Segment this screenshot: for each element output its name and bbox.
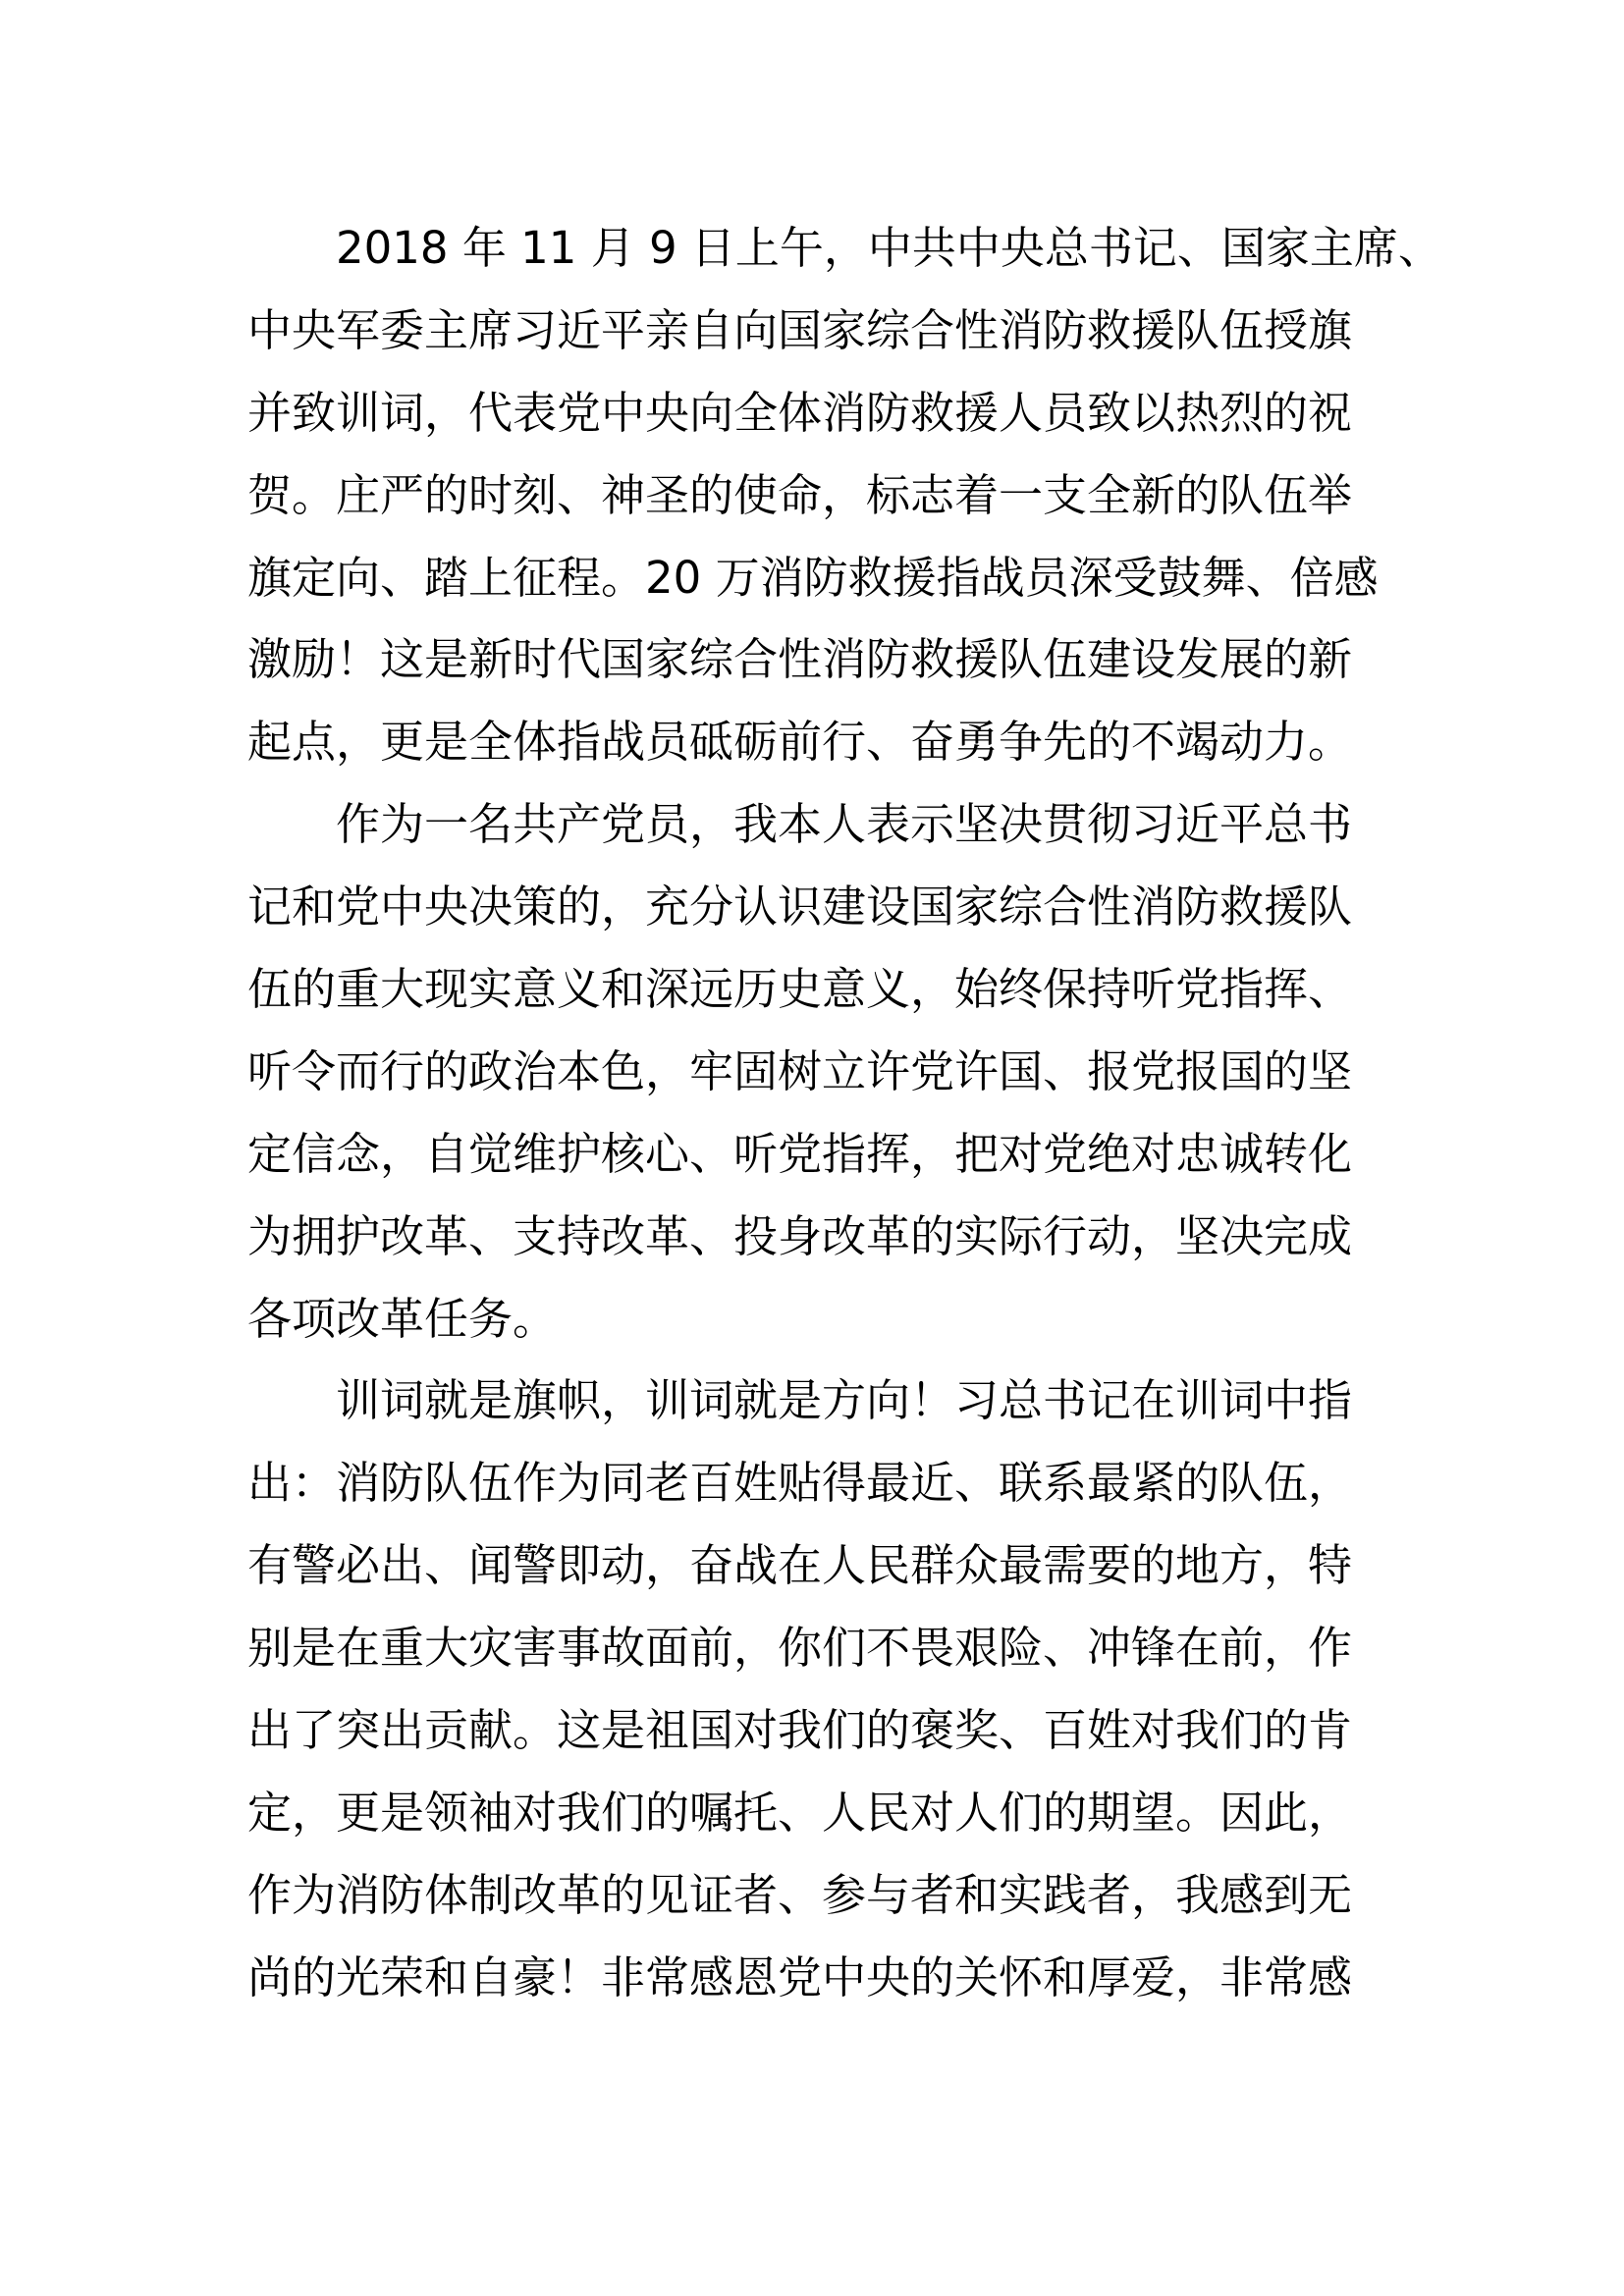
text-line: 定，更是领袖对我们的嘱托、人民对人们的期望。因此， xyxy=(247,1786,1353,1839)
text-line: 记和党中央决策的，充分认识建设国家综合性消防救援队 xyxy=(247,881,1353,934)
text-line: 贺。庄严的时刻、神圣的使命，标志着一支全新的队伍举 xyxy=(247,468,1353,521)
text-line: 2018 年 11 月 9 日上午，中共中央总书记、国家主席、 xyxy=(336,222,1442,274)
document-body xyxy=(247,207,1442,2019)
text-line: 中央军委主席习近平亲自向国家综合性消防救援队伍授旗 xyxy=(247,303,1353,356)
text-line: 起点，更是全体指战员砥砺前行、奋勇争先的不竭动力。 xyxy=(247,716,1353,769)
paragraph xyxy=(247,1360,1357,2018)
text-line: 尚的光荣和自豪！非常感恩党中央的关怀和厚爱，非常感 xyxy=(247,1950,1353,2003)
text-line: 定信念，自觉维护核心、听党指挥，把对党绝对忠诚转化 xyxy=(247,1127,1353,1180)
text-line: 伍的重大现实意义和深远历史意义，始终保持听党指挥、 xyxy=(247,963,1353,1016)
text-line: 别是在重大灾害事故面前，你们不畏艰险、冲锋在前，作 xyxy=(247,1622,1353,1675)
text-line: 出了突出贡献。这是祖国对我们的褒奖、百姓对我们的肯 xyxy=(247,1704,1353,1757)
text-line: 激励！这是新时代国家综合性消防救援队伍建设发展的新 xyxy=(247,633,1353,686)
text-line: 训词就是旗帜，训词就是方向！习总书记在训词中指 xyxy=(336,1374,1353,1427)
text-line: 作为消防体制改革的见证者、参与者和实践者，我感到无 xyxy=(247,1868,1353,1921)
text-line: 并致训词，代表党中央向全体消防救援人员致以热烈的祝 xyxy=(247,386,1353,439)
text-line: 为拥护改革、支持改革、投身改革的实际行动，坚决完成 xyxy=(247,1209,1353,1262)
text-line: 各项改革任务。 xyxy=(247,1292,558,1345)
text-line: 听令而行的政治本色，牢固树立许党许国、报党报国的坚 xyxy=(247,1044,1353,1097)
text-line: 出：消防队伍作为同老百姓贴得最近、联系最紧的队伍， xyxy=(247,1457,1353,1510)
paragraph xyxy=(247,783,1357,1360)
paragraph xyxy=(247,207,1442,783)
text-line: 有警必出、闻警即动，奋战在人民群众最需要的地方，特 xyxy=(247,1539,1353,1592)
text-line: 作为一名共产党员，我本人表示坚决贯彻习近平总书 xyxy=(336,798,1353,851)
text-line: 旗定向、踏上征程。20 万消防救援指战员深受鼓舞、倍感 xyxy=(247,551,1379,604)
